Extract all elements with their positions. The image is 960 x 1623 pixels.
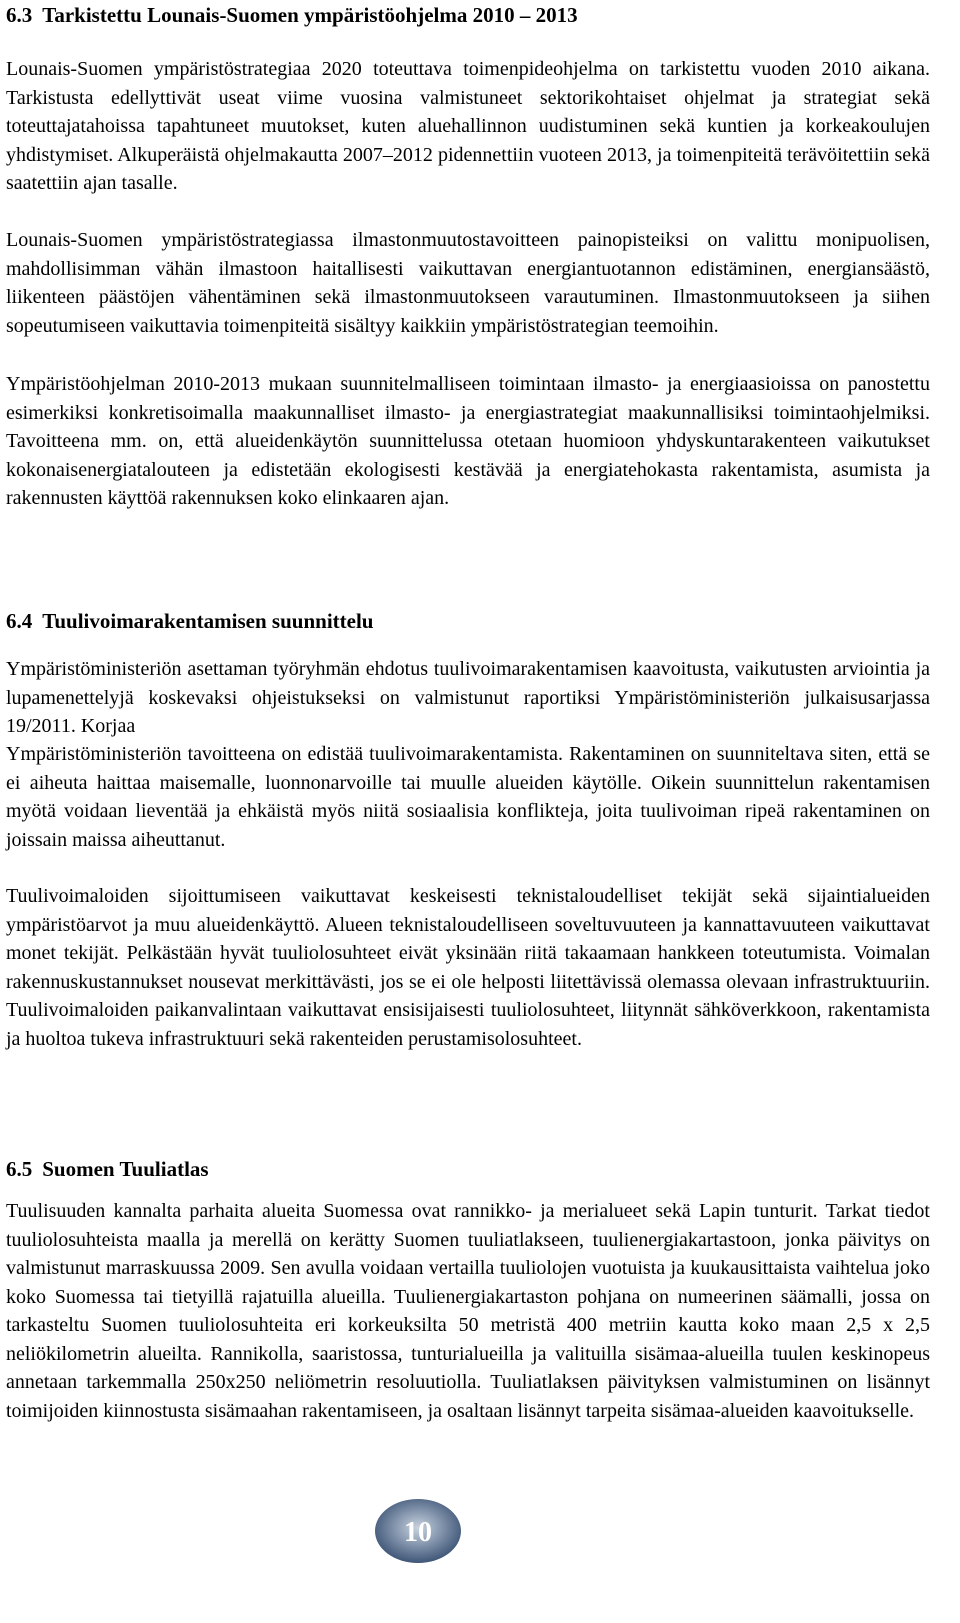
paragraph: Tuulisuuden kannalta parhaita alueita Suomessa ovat rannikko- ja merialueet sekä Lapin tunturit. Tarkat tiedot tuuliolosuhteista maalla ja merellä on kerätty Suomen tuuliatlakseen, tuulienergiakartastoon, jonka päivitys on valmistunut marraskuussa 2009. Sen avulla voidaan vertailla tuuliolojen vuotuista ja kuukausittaista vaihtelua joko koko Suomessa tai tietyillä rajatuilla alueilla. Tuulienergiakartaston pohjana on numeerinen säämalli, jossa on tarkasteltu Suomen tuuliolosuhteita eri korkeuksilta 50 metristä 400 metriin kautta koko maan 2,5 x 2,5 neliökilometrin alueilta. Rannikolla, saaristossa, tunturialueilla ja valituilla sisämaa-alueilla tuulen keskinopeus annetaan tarkemmalla 250x250 neliömetrin resoluutiolla. Tuuliatlaksen päivityksen valmistuminen on lisännyt toimijoiden kiinnostusta sisämaahan rakentamiseen, ja osaltaan lisännyt tarpeita sisämaa-alueiden kaavoitukselle.: [6, 1200, 930, 1422]
paragraph: Ympäristöohjelman 2010-2013 mukaan suunnitelmalliseen toimintaan ilmasto- ja energiaasioissa on panostettu esimerkiksi konkretisoimalla maakunnalliset ilmasto- ja energiastrategiat maakunnallisiksi toimintaohjelmiksi. Tavoitteena mm. on, että alueidenkäytön suunnittelussa otetaan huomioon yhdyskuntarakenteen vaikutukset kokonaisenergiatalouteen ja edistetään ekologisesti kestävää ja energiatehokasta rakentamista, asumista ja rakennusten käyttöä rakennuksen koko elinkaaren ajan.: [6, 373, 930, 509]
section-heading-6-3: [6, 1, 578, 29]
paragraph: Lounais-Suomen ympäristöstrategiassa ilmastonmuutostavoitteen painopisteiksi on valittu monipuolisen, mahdollisimman vähän ilmastoon haitallisesti vaikuttavan energiantuotannon edistäminen, energiansäästö, liikenteen päästöjen vähentäminen sekä ilmastonmuutokseen varautuminen. Ilmastonmuutokseen ja siihen sopeutumiseen vaikuttavia toimenpiteitä sisältyy kaikkiin ympäristöstrategian teemoihin.: [6, 229, 930, 337]
paragraph: Lounais-Suomen ympäristöstrategiaa 2020 toteuttava toimenpideohjelma on tarkistettu vuoden 2010 aikana. Tarkistusta edellyttivät useat viime vuosina valmistuneet sektorikohtaiset ohjelmat ja strategiat sekä toteuttajatahoissa tapahtuneet muutokset, kuten aluehallinnon uudistuminen sekä kuntien ja korkeakoulujen yhdistymiset. Alkuperäistä ohjelmakautta 2007–2012 pidennettiin vuoteen 2013, ja toimenpiteitä terävöitettiin sekä saatettiin ajan tasalle.: [6, 58, 930, 194]
paragraph: Ympäristöministeriön tavoitteena on edistää tuulivoimarakentamista. Rakentaminen on suunniteltava siten, että se ei aiheuta haittaa maisemalle, luonnonarvoille tai muulle alueiden käytölle. Oikein suunnittelun rakentamisen myötä voidaan lieventää ja ehkäistä myös niitä sosiaalisia konflikteja, joita tuulivoiman ripeä rakentaminen on joissain maissa aiheuttanut.: [6, 743, 930, 851]
section-number: 6.4: [6, 609, 33, 633]
section-heading-6-5: [6, 1155, 209, 1183]
section-heading-6-4: [6, 607, 373, 635]
page-number-badge: [373, 1495, 463, 1565]
paragraph: Tuulivoimaloiden sijoittumiseen vaikuttavat keskeisesti teknistaloudelliset tekijät sekä sijaintialueiden ympäristöarvot ja muu alueidenkäyttö. Alueen teknistaloudelliseen soveltuvuuteen ja kannattavuuteen vaikuttavat monet tekijät. Pelkästään hyvät tuuliolosuhteet eivät yksinään riitä takaamaan hankkeen toteutumista. Voimalan rakennuskustannukset nousevat merkittävästi, jos se ei ole helposti liitettävissä olemassa olevaan infrastruktuuriin. Tuulivoimaloiden paikanvalintaan vaikuttavat ensisijaisesti tuuliolosuhteet, liitynnät sähköverkkoon, rakentamista ja huoltoa tukeva infrastruktuuri sekä rakenteiden perustamisolosuhteet.: [6, 885, 930, 1050]
page-number: 10: [404, 1517, 432, 1548]
section-title: Tuulivoimarakentamisen suunnittelu: [42, 609, 374, 633]
section-number: 6.5: [6, 1157, 33, 1181]
page-badge-icon: [373, 1495, 463, 1565]
section-number: 6.3: [6, 3, 33, 27]
paragraph: Ympäristöministeriön asettaman työryhmän ehdotus tuulivoimarakentamisen kaavoitusta, vaikutusten arviointia ja lupamenettelyjä koskevaksi ohjeistukseksi on valmistunut raportiksi Ympäristöministeriön julkaisusarjassa 19/2011. Korjaa: [6, 658, 930, 737]
section-title: Tarkistettu Lounais-Suomen ympäristöohjelma 2010 – 2013: [42, 3, 578, 27]
section-title: Suomen Tuuliatlas: [42, 1157, 209, 1181]
